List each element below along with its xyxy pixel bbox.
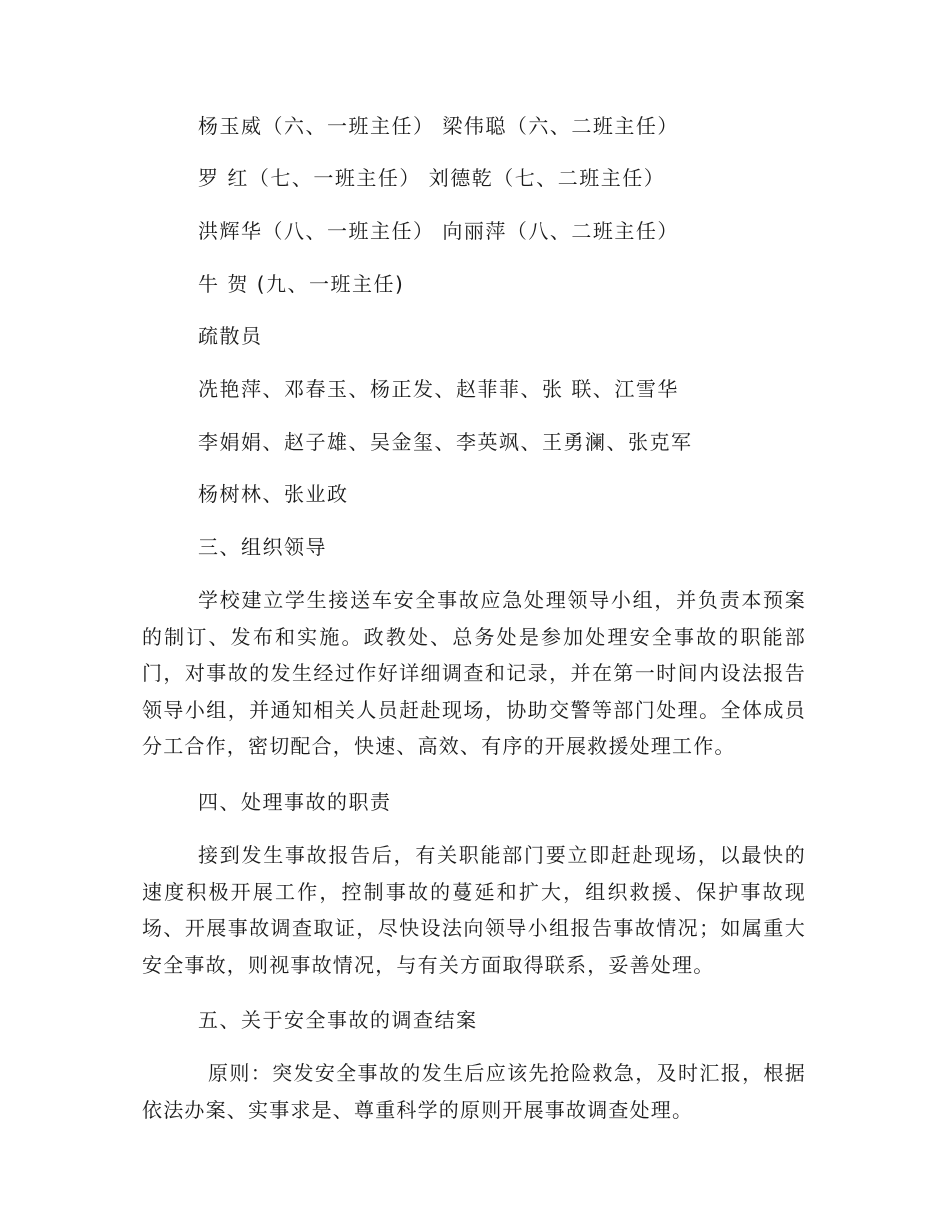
evacuators-list-3: 杨树林、张业政: [198, 482, 349, 506]
evacuators-heading: 疏散员: [198, 324, 263, 348]
section-4-heading: 四、处理事故的职责: [198, 790, 392, 814]
evacuators-list-1: 冼艳萍、邓春玉、杨正发、赵菲菲、张 联、江雪华: [198, 377, 679, 401]
section-3-heading: 三、组织领导: [198, 535, 327, 559]
section-5-heading: 五、关于安全事故的调查结案: [198, 1008, 478, 1032]
section-4-body: 接到发生事故报告后，有关职能部门要立即赶赴现场，以最快的速度积极开展工作，控制事故的蔓延和扩大，组织救援、保护事故现场、开展事故调查取证，尽快设法向领导小组报告事故情况；如属重大安全事故，则视事故情况，与有关方面取得联系，妥善处理。: [142, 843, 806, 977]
section-3-body: 学校建立学生接送车安全事故应急处理领导小组，并负责本预案的制订、发布和实施。政教处、总务处是参加处理安全事故的职能部门，对事故的发生经过作好详细调查和记录，并在第一时间内设法报告领导小组，并通知相关人员赶赴现场，协助交警等部门处理。全体成员分工合作，密切配合，快速、高效、有序的开展救援处理工作。: [142, 588, 806, 758]
section-5-body: 原则：突发安全事故的发生后应该先抢险救急，及时汇报，根据依法办案、实事求是、尊重科学的原则开展事故调查处理。: [142, 1061, 806, 1122]
class-teachers-grade6: 杨玉威（六、一班主任） 梁伟聪（六、二班主任）: [198, 114, 679, 138]
class-teachers-grade7: 罗 红（七、一班主任） 刘德乾（七、二班主任）: [198, 166, 666, 190]
class-teachers-grade9: 牛 贺 (九、一班主任): [198, 272, 405, 296]
evacuators-list-2: 李娟娟、赵子雄、吴金玺、李英飒、王勇澜、张克军: [198, 430, 693, 454]
class-teachers-grade8: 洪辉华（八、一班主任） 向丽萍（八、二班主任）: [198, 219, 679, 243]
